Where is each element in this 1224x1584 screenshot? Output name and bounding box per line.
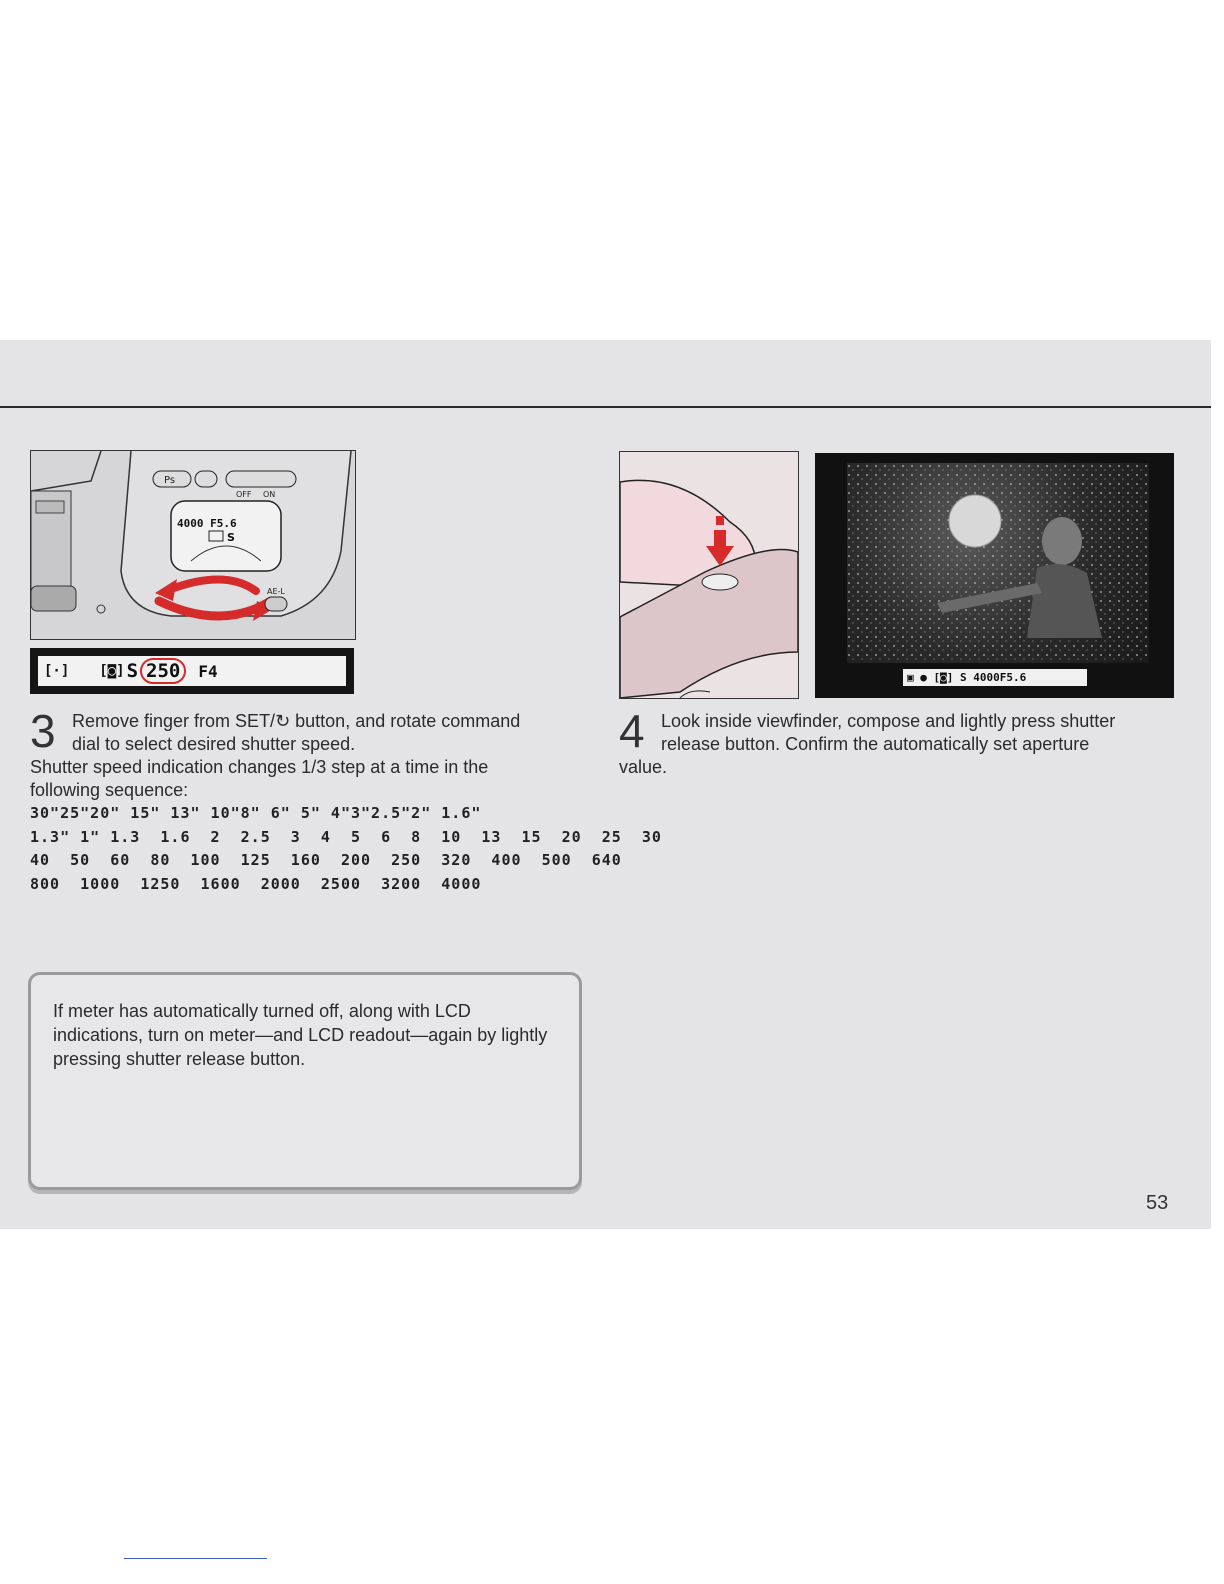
svg-text:Ps: Ps	[164, 475, 176, 486]
svg-text:ON: ON	[263, 490, 276, 499]
viewfinder-lcd-strip	[30, 648, 354, 694]
exposure-mode: S	[126, 660, 139, 682]
sequence-row: 1.3" 1" 1.3 1.6 2 2.5 3 4 5 6 8 10 13 15 20 25 30	[30, 827, 662, 846]
page-number: 53	[1146, 1192, 1169, 1214]
svg-text:AE-L: AE-L	[267, 587, 285, 596]
water-polo-photo-icon	[847, 463, 1149, 663]
viewfinder-photo	[847, 463, 1149, 663]
step-number: 3	[30, 705, 56, 757]
camera-top-illustration	[30, 450, 356, 640]
viewfinder-readout: ▣ ● [◙] S 4000F5.6	[903, 669, 1087, 686]
sequence-row: 30"25"20" 15" 13" 10"8" 6" 5" 4"3"2.5"2" 1.6"	[30, 804, 482, 822]
camera-drawing-icon	[31, 451, 355, 639]
step-4-line-2: release button. Confirm the automatically set aperture	[661, 734, 1090, 754]
shutter-sequence	[30, 802, 662, 896]
shutter-speed-value: 250	[140, 658, 186, 684]
sequence-row: 800 1000 1250 1600 2000 2500 3200 4000	[30, 874, 482, 893]
note-text: If meter has automatically turned off, along with LCD indications, turn on meter—and LCD readout—again by lightly pressing shutter release button.	[53, 1001, 548, 1069]
svg-text:S: S	[227, 531, 235, 544]
header-rule	[0, 406, 1211, 408]
step-number: 4	[619, 705, 645, 757]
step-3-line-4: following sequence:	[30, 780, 189, 800]
viewfinder-illustration	[815, 453, 1174, 698]
metering-mode-icon: [◙]	[99, 663, 125, 679]
link-underline	[124, 1558, 267, 1559]
finger-press-illustration	[619, 451, 799, 699]
aperture-value: F4	[198, 661, 218, 681]
sequence-row: 40 50 60 80 100 125 160 200 250 320 400 500 640	[30, 851, 622, 869]
manual-page	[0, 340, 1211, 1229]
finger-drawing-icon	[620, 452, 798, 698]
step-3-line-2: dial to select desired shutter speed.	[72, 734, 356, 754]
step-3-line-1: Remove finger from SET/↻ button, and rotate command	[72, 711, 521, 731]
lcd-readout	[38, 656, 346, 686]
svg-text:OFF: OFF	[236, 490, 252, 499]
step-3-line-3: Shutter speed indication changes 1/3 step at a time in the	[30, 757, 489, 777]
svg-text:4000 F5.6: 4000 F5.6	[177, 517, 237, 530]
metering-indicator: [·]	[44, 663, 70, 679]
step-4-line-1: Look inside viewfinder, compose and lightly press shutter	[661, 711, 1116, 731]
step-4-line-3: value.	[619, 757, 668, 777]
note-box	[28, 972, 582, 1190]
